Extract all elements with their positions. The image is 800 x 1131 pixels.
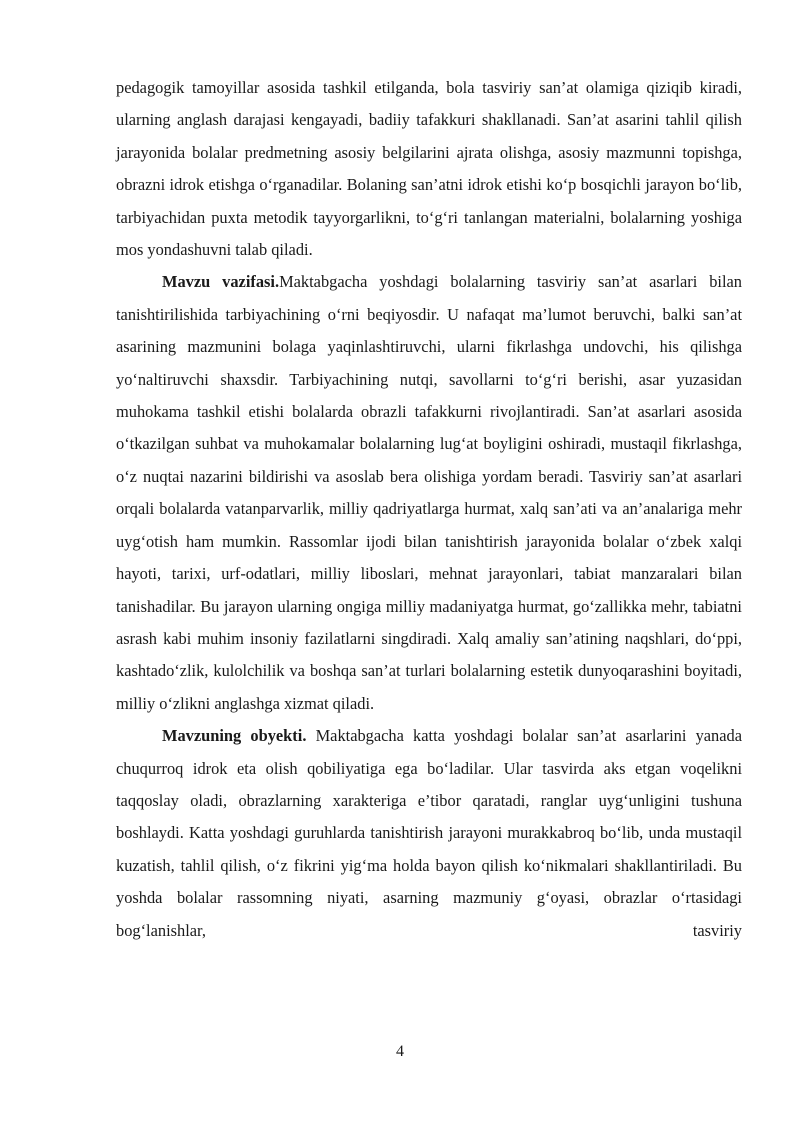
paragraph-heading: Mavzuning obyekti. <box>162 726 307 746</box>
paragraph-mavzu-vazifasi <box>116 266 742 720</box>
paragraph-text: Maktabgacha yoshdagi bolalarning tasviriy san’at asarlari bilan tanishtirilishida tarbiyachining o‘rni beqiyosdir. U nafaqat ma’lumot beruvchi, balki san’at asarining mazmunini bolaga yaqinlashtiruvchi, ularni fikrlashga undovchi, his qilishga yo‘naltiruvchi shaxsdir. Tarbiyachining nutqi, savollarni to‘g‘ri berishi, asar yuzasidan muhokama tashkil etishi bolalarda obrazli tafakkurni rivojlantiradi. San’at asarlari asosida o‘tkazilgan suhbat va muhokamalar bolalarning lug‘at boyligini oshiradi, mustaqil fikrlashga, o‘z nuqtai nazarini bildirishi va asoslab bera olishiga yordam beradi. Tasviriy san’at asarlari orqali bolalarda vatanparvarlik, milliy qadriyatlarga hurmat, xalq san’ati va an’analariga mehr uyg‘otish ham mumkin. Rassomlar ijodi bilan tanishtirish jarayonida bolalar o‘zbek xalqi hayoti, tarixi, urf-odatlari, milliy liboslari, mehnat jarayonlari, tabiat manzaralari bilan tanishadilar. Bu jarayon ularning ongiga milliy madaniyatga hurmat, go‘zallikka mehr, tabiatni asrash kabi muhim insoniy fazilatlarni singdiradi. Xalq amaliy san’atining naqshlari, do‘ppi, kashtado‘zlik, kulolchilik va boshqa san’at turlari bolalarning estetik dunyoqarashini boyitadi, milliy o‘zlikni anglashga xizmat qiladi. <box>116 272 742 713</box>
page-number: 4 <box>396 1043 404 1060</box>
document-page <box>116 72 742 947</box>
paragraph-heading: Mavzu vazifasi. <box>162 272 280 292</box>
paragraph-text: Maktabgacha katta yoshdagi bolalar san’at asarlarini yanada chuqurroq idrok eta olish qobiliyatiga ega bo‘ladilar. Ular tasvirda aks etgan voqelikni taqqoslay oladi, obrazlarning xarakteriga e’tibor qaratadi, ranglar uyg‘unligini tushuna boshlaydi. Katta yoshdagi guruhlarda tanishtirish jarayoni murakkabroq bo‘lib, unda mustaqil kuzatish, tahlil qilish, o‘z fikrini yig‘ma holda bayon qilish ko‘nikmalari shakllantiriladi. Bu yoshda bolalar rassomning niyati, asarning mazmuniy g‘oyasi, obrazlar o‘rtasidagi bog‘lanishlar, tasviriy <box>116 726 742 940</box>
paragraph-intro <box>116 72 742 266</box>
paragraph-mavzuning-obyekti <box>116 720 742 947</box>
paragraph-text: pedagogik tamoyillar asosida tashkil etilganda, bola tasviriy san’at olamiga qiziqib kiradi, ularning anglash darajasi kengayadi, badiiy tafakkuri shakllanadi. San’at asarini tahlil qilish jarayonida bolalar predmetning asosiy belgilarini ajrata olishga, asosiy mazmunni topishga, obrazni idrok etishga o‘rganadilar. Bolaning san’atni idrok etishi ko‘p bosqichli jarayon bo‘lib, tarbiyachidan puxta metodik tayyorgarlikni, to‘g‘ri tanlangan materialni, bolalarning yoshiga mos yondashuvni talab qiladi. <box>116 78 742 260</box>
